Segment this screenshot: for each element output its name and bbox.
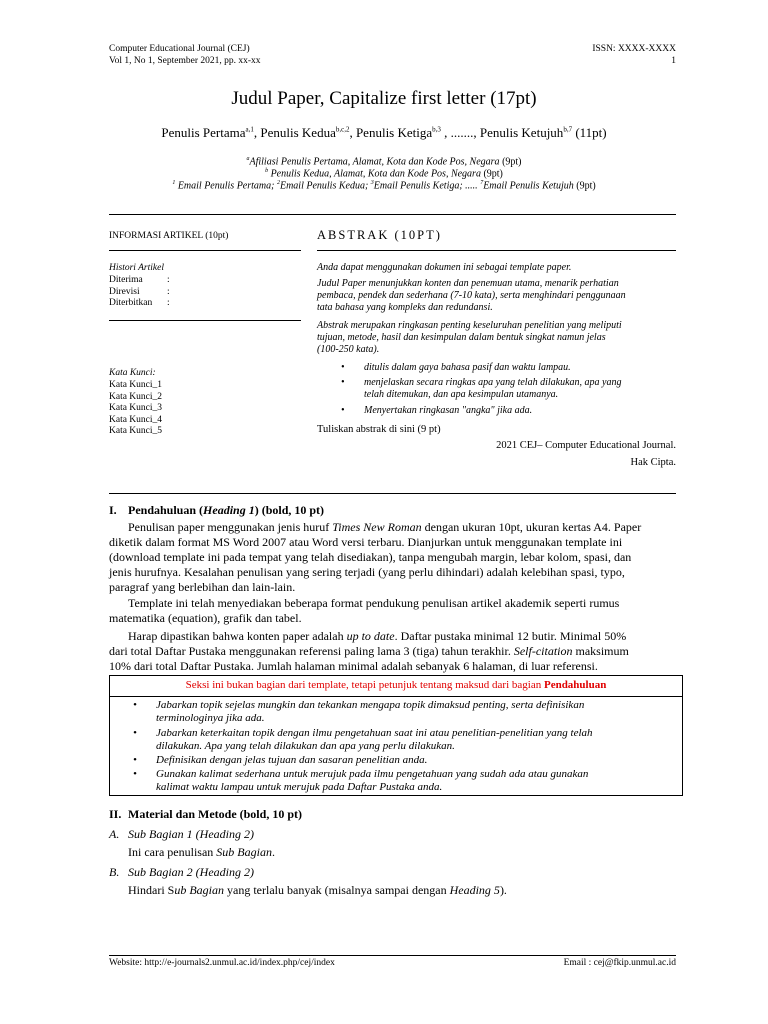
paper-title: Judul Paper, Capitalize first letter (17pt)	[231, 88, 537, 109]
keywords-title: Kata Kunci:	[109, 368, 156, 378]
section-1-heading-em: Heading 1	[203, 503, 255, 517]
section-1-paragraph-2	[109, 596, 676, 626]
abstract-p3-line: tujuan, metode, hasil dan kesimpulan dalam bentuk singkat namun jelas	[317, 332, 606, 343]
s1p1-line	[109, 520, 676, 535]
history-list	[109, 275, 170, 310]
abstract-bullet-2-line: menjelaskan secara ringkas apa yang telah dilakukan, apa yang	[364, 377, 622, 388]
abstract-heading: ABSTRAK (10PT)	[317, 228, 442, 242]
abstract-p3-line: Abstrak merupakan ringkasan penting keseluruhan penelitian yang meliputi	[317, 320, 622, 331]
bullet-icon: •	[133, 699, 137, 711]
bullet-icon: •	[133, 768, 137, 780]
email-3: Email Penulis Ketiga; .....	[373, 180, 478, 192]
guidance-bullet-4-line: kalimat waktu lampau untuk merujuk pada Daftar Pustaka anda.	[156, 781, 443, 793]
email-7-sup: 7	[480, 180, 484, 186]
author-line: Penulis Pertama$^{a,1}$, Penulis Kedua$^{b,c,2}$, Penulis Ketiga$^{b,3}$ , ......., Penulis Ketujuh$^{b,7}$ (11pt)	[161, 125, 607, 140]
email-2: Email Penulis Kedua;	[279, 180, 369, 192]
article-info-rule-2	[109, 320, 301, 321]
history-published	[109, 298, 170, 310]
sub-b-text-em1: ub Bagian	[174, 883, 225, 897]
page-number: 1	[671, 56, 676, 66]
section-1-heading-b: ) (bold, 10 pt)	[254, 503, 325, 517]
bullet-icon: •	[341, 405, 345, 416]
abstract-bottom-divider	[109, 493, 676, 494]
author-1: Penulis Pertama	[161, 125, 246, 140]
sub-a-text	[128, 845, 275, 860]
bullet-icon: •	[133, 727, 137, 739]
section-1-paragraph-3	[109, 629, 676, 674]
sub-b-text-c: ).	[499, 883, 507, 897]
abstract-p2	[317, 278, 676, 314]
guidance-bullet-2	[156, 727, 675, 753]
section-1-number: I.	[109, 503, 117, 517]
footer-email[interactable]: Email : cej@fkip.unmul.ac.id	[563, 958, 676, 968]
author-7: Penulis Ketujuh	[479, 125, 564, 140]
s1p3-l1em: up to date	[346, 629, 395, 643]
s1p1-line: paragraf yang berlebihan dan lain-lain.	[109, 580, 296, 594]
abstract-p2-line: Judul Paper menunjukkan konten dan penemuan utama, menarik perhatian	[317, 278, 619, 289]
affiliation-emails	[0, 177, 768, 192]
guidance-title-b: Pendahuluan	[543, 679, 607, 691]
affil-1-text: Afiliasi Penulis Pertama, Alamat, Kota dan Kode Pos, Negara	[249, 156, 500, 168]
author-size: (11pt)	[575, 125, 607, 140]
guidance-bullet-4	[156, 768, 675, 794]
s1p1-line: (download template ini pada tempat yang telah disediakan), tanpa mengubah margin, lebar kolom, spasi, dan	[109, 550, 632, 564]
guidance-bullet-1	[156, 699, 675, 725]
s1p3-l1a: Harap dipastikan bahwa konten paper adalah	[128, 629, 347, 643]
history-revised-label: Direvisi	[109, 286, 140, 297]
affil-2-text: Penulis Kedua, Alamat, Kota dan Kode Pos, Negara	[270, 168, 481, 180]
author-2: Penulis Kedua	[260, 125, 336, 140]
s1p1-l1a: Penulisan paper menggunakan jenis huruf	[128, 520, 333, 534]
guidance-bullet-2-line: dilakukan. Apa yang telah dilakukan dan apa yang perlu dilakukan.	[156, 740, 455, 752]
sub-a-text-b: .	[271, 845, 275, 859]
email-7: Email Penulis Ketujuh	[483, 180, 574, 192]
sub-b-text-em2: Heading 5	[449, 883, 500, 897]
copyright-line-2: Hak Cipta.	[630, 457, 676, 468]
journal-name: Computer Educational Journal (CEJ)	[109, 44, 250, 54]
history-revised	[109, 286, 170, 299]
email-3-sup: 3	[370, 180, 374, 186]
guidance-bullet-2-line: Jabarkan keterkaitan topik dengan ilmu pengetahuan saat ini atau penelitian-penelitian yang telah	[156, 727, 593, 739]
keyword-item: Kata Kunci_2	[109, 391, 163, 402]
sub-b-text-a: Hindari S	[128, 883, 175, 897]
affil-1-size: (9pt)	[502, 156, 522, 168]
s1p1-l1b: dengan ukuran 10pt, ukuran kertas A4. Paper	[421, 520, 642, 534]
issn: ISSN: XXXX-XXXX	[592, 44, 676, 54]
section-1-heading	[128, 503, 324, 518]
keyword-item: Kata Kunci_3	[109, 403, 163, 413]
abstract-write-here: Tuliskan abstrak di sini (9 pt)	[317, 424, 441, 435]
bullet-icon: •	[133, 754, 137, 766]
guidance-title-a: Seksi ini bukan bagian dari template, tetapi petunjuk tentang maksud dari bagian	[185, 679, 544, 691]
author-3-sup: b,3	[432, 125, 441, 134]
article-info-label: INFORMASI ARTIKEL (10pt)	[109, 231, 229, 241]
history-published-sep: :	[167, 298, 170, 308]
s1p3-line: 10% dari total Daftar Pustaka. Jumlah halaman minimal adalah sebanyak 6 halaman, di luar referensi.	[109, 659, 598, 673]
history-received-sep: :	[167, 275, 170, 285]
s1p2-line: Template ini telah menyediakan beberapa format pendukung penulisan artikel akademik seperti rumus	[128, 596, 620, 610]
affil-1-sup: a	[246, 156, 250, 162]
history-received-label: Diterima	[109, 275, 143, 285]
section-2-number: II.	[109, 807, 122, 821]
sub-b-label: B.	[109, 865, 120, 879]
abstract-rule	[317, 250, 676, 251]
abstract-bullet-2-line: telah ditemukan, dan apa kesimpulan utamanya.	[364, 389, 559, 400]
s1p3-l2em: Self-citation	[513, 644, 573, 658]
journal-header	[109, 43, 261, 67]
author-7-sup: b,7	[563, 125, 573, 134]
copyright-line-1: 2021 CEJ– Computer Educational Journal.	[496, 440, 676, 451]
sub-a-label: A.	[109, 827, 120, 841]
author-2-sup: b,c,2	[335, 125, 350, 134]
bullet-icon: •	[341, 362, 345, 373]
s1p2-line: matematika (equation), grafik dan tabel.	[109, 611, 302, 625]
abstract-bullet-2	[364, 377, 676, 401]
abstract-p1: Anda dapat menggunakan dokumen ini sebagai template paper.	[317, 262, 572, 273]
s1p1-l1em: Times New Roman	[332, 520, 422, 534]
footer-divider	[109, 955, 676, 956]
keyword-item: Kata Kunci_5	[109, 426, 163, 436]
keyword-item: Kata Kunci_1	[109, 380, 163, 390]
email-2-sup: 2	[276, 180, 280, 186]
history-received	[109, 275, 170, 287]
email-1: Email Penulis Pertama;	[177, 180, 275, 192]
abstract-p3	[317, 320, 676, 356]
s1p1-line: diketik dalam format MS Word 2007 atau Word versi terbaru. Dianjurkan untuk menggunakan template ini	[109, 535, 623, 549]
footer-website[interactable]: Website: http://e-journals2.unmul.ac.id/index.php/cej/index	[109, 958, 335, 968]
sub-a-text-em: Sub Bagian	[216, 845, 272, 859]
history-revised-sep: :	[167, 286, 170, 297]
abstract-bullet-1: ditulis dalam gaya bahasa pasif dan waktu lampau.	[364, 362, 571, 373]
abstract-p2-line: pembaca, pendek dan sederhana (7-10 kata), serta menghindari penggunaan	[317, 290, 626, 301]
sub-a-heading: Sub Bagian 1 (Heading 2)	[128, 827, 254, 841]
keywords-list	[109, 380, 162, 438]
author-3: Penulis Ketiga	[355, 125, 433, 140]
abstract-p2-line: tata bahasa yang kompleks dan redundansi.	[317, 302, 493, 313]
section-1-paragraph-1	[109, 520, 676, 595]
s1p3-line	[109, 629, 676, 644]
s1p3-line	[109, 644, 676, 659]
author-1-sup: a,1	[245, 125, 254, 134]
sub-b-heading: Sub Bagian 2 (Heading 2)	[128, 865, 254, 879]
email-size: (9pt)	[576, 180, 596, 192]
sub-b-text	[128, 883, 507, 898]
abstract-p3-line: (100-250 kata).	[317, 344, 380, 355]
guidance-bullet-1-line: Jabarkan topik sejelas mungkin dan tekankan mengapa topik dimaksud penting, serta definisikan	[156, 699, 585, 711]
affil-2-size: (9pt)	[483, 168, 503, 180]
affil-2-sup: b	[265, 168, 269, 174]
email-1-sup: 1	[172, 180, 176, 186]
guidance-box-title	[110, 676, 682, 697]
bullet-icon: •	[341, 377, 345, 388]
section-2-heading: Material dan Metode (bold, 10 pt)	[128, 807, 302, 821]
guidance-bullet-4-line: Gunakan kalimat sederhana untuk merujuk pada ilmu pengetahuan yang sudah ada atau gunakan	[156, 768, 589, 780]
guidance-bullet-3: Definisikan dengan jelas tujuan dan sasaran penelitian anda.	[156, 754, 428, 766]
guidance-bullet-1-line: terminologinya jika ada.	[156, 712, 265, 724]
article-info-rule-1	[109, 250, 301, 251]
history-title: Histori Artikel	[109, 263, 164, 273]
s1p1-line: jenis hurufnya. Kesalahan penulisan yang sering terjadi (yang perlu dihindari) adalah kelebihan spasi, typo,	[109, 565, 625, 579]
top-divider	[109, 214, 676, 215]
author-dots: .......	[450, 125, 474, 140]
s1p3-l2a: dari total Daftar Pustaka menggunakan referensi paling lama 3 (tiga) tahun terakhir.	[109, 644, 514, 658]
abstract-bullet-3: Menyertakan ringkasan "angka" jika ada.	[364, 405, 533, 416]
history-published-label: Diterbitkan	[109, 298, 153, 308]
sub-b-text-b: yang terlalu banyak (misalnya sampai dengan	[224, 883, 450, 897]
s1p3-l2b: maksimum	[572, 644, 629, 658]
sub-a-text-a: Ini cara penulisan	[128, 845, 217, 859]
journal-volume: Vol 1, No 1, September 2021, pp. xx-xx	[109, 56, 261, 66]
section-1-heading-a: Pendahuluan (	[128, 503, 204, 517]
keyword-item: Kata Kunci_4	[109, 414, 163, 425]
issn-block	[592, 43, 676, 67]
s1p3-l1b: . Daftar pustaka minimal 12 butir. Minimal 50%	[394, 629, 627, 643]
